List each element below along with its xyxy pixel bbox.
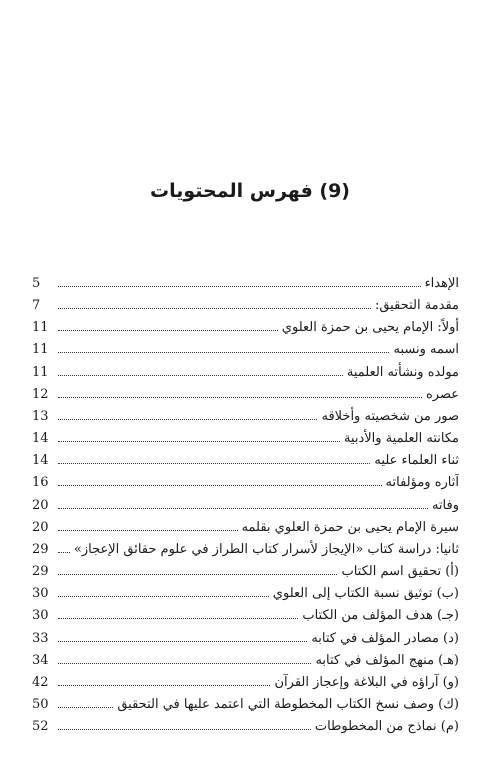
toc-entry xyxy=(32,539,459,561)
toc-dot-leader xyxy=(58,441,340,442)
toc-entry-title: الإهداء xyxy=(424,276,459,291)
toc-dot-leader xyxy=(58,419,317,420)
toc-entry xyxy=(32,428,459,450)
toc-entry xyxy=(32,583,459,605)
toc-entry-title: آثاره ومؤلفاته xyxy=(385,475,459,491)
toc-entry-page: 34 xyxy=(32,652,49,668)
toc-entry xyxy=(32,450,459,472)
toc-entry-page: 13 xyxy=(32,408,49,424)
toc-entry-title: (م) نماذج من المخطوطات xyxy=(314,719,459,735)
toc-entry-title: اسمه ونسبه xyxy=(393,342,459,358)
toc-dot-leader xyxy=(58,574,337,575)
toc-entry xyxy=(32,495,459,517)
toc-entry-page: 7 xyxy=(32,298,41,314)
toc-dot-leader xyxy=(58,463,370,464)
toc-dot-leader xyxy=(58,663,311,664)
page-title: (9) فهرس المحتويات xyxy=(150,180,350,202)
toc-entry-page: 29 xyxy=(32,541,49,557)
toc-entry xyxy=(32,672,459,694)
toc-entry-title: مقدمة التحقيق: xyxy=(374,298,459,314)
toc-entry-title: سيرة الإمام يحيى بن حمزة العلوي بقلمه xyxy=(241,519,459,535)
toc-entry-page: 11 xyxy=(32,320,49,336)
toc-entry-page: 20 xyxy=(32,519,49,535)
toc-dot-leader xyxy=(58,618,298,619)
toc-entry-page: 52 xyxy=(32,719,49,735)
toc-entry xyxy=(32,339,459,361)
toc-entry-title: (هـ) منهج المؤلف في كتابه xyxy=(315,652,459,668)
toc-entry xyxy=(32,472,459,494)
toc-entry-title: ثناء العلماء عليه xyxy=(374,453,459,469)
toc-dot-leader xyxy=(58,352,389,353)
toc-dot-leader xyxy=(58,286,421,287)
toc-dot-leader xyxy=(58,485,382,486)
toc-entry xyxy=(32,561,459,583)
toc-entry-page: 30 xyxy=(32,586,49,602)
toc-entry xyxy=(32,295,459,317)
toc-dot-leader xyxy=(58,397,422,398)
toc-entry xyxy=(32,317,459,339)
toc-entry-page: 11 xyxy=(32,342,49,358)
toc-entry-page: 16 xyxy=(32,475,49,491)
toc-entry-page: 29 xyxy=(32,564,49,580)
toc-entry-page: 33 xyxy=(32,630,49,646)
toc-dot-leader xyxy=(58,729,311,730)
toc-entry-title: ثانيا: دراسة كتاب «الإيجاز لأسرار كتاب الطراز في علوم حقائق الإعجاز» xyxy=(73,541,459,557)
toc-dot-leader xyxy=(58,530,238,531)
toc-dot-leader xyxy=(58,685,270,686)
toc-dot-leader xyxy=(58,330,278,331)
toc-entry-page: 50 xyxy=(32,696,49,712)
toc-dot-leader xyxy=(58,641,307,642)
toc-entry-title: وفاته xyxy=(431,497,459,513)
toc-entry xyxy=(32,273,459,295)
toc-entry xyxy=(32,384,459,406)
toc-entry-title: (ب) توثيق نسبة الكتاب إلى العلوي xyxy=(272,586,459,602)
toc-entry-title: (ك) وصف نسخ الكتاب المخطوطة التي اعتمد عليها في التحقيق xyxy=(117,696,459,712)
table-of-contents xyxy=(32,273,459,738)
toc-dot-leader xyxy=(58,508,428,509)
toc-entry-page: 14 xyxy=(32,453,49,469)
toc-entry-title: مكانته العلمية والأدبية xyxy=(343,431,459,447)
toc-entry xyxy=(32,406,459,428)
toc-entry-page: 20 xyxy=(32,497,49,513)
toc-entry-title: أولاً: الإمام يحيى بن حمزة العلوي xyxy=(281,320,459,336)
toc-entry-page: 14 xyxy=(32,431,49,447)
toc-dot-leader xyxy=(58,552,70,553)
toc-entry xyxy=(32,716,459,738)
toc-dot-leader xyxy=(58,707,113,708)
toc-entry-page: 12 xyxy=(32,386,49,402)
toc-entry-page: 11 xyxy=(32,364,49,380)
toc-dot-leader xyxy=(58,375,343,376)
toc-dot-leader xyxy=(58,596,269,597)
toc-entry xyxy=(32,650,459,672)
toc-entry xyxy=(32,628,459,650)
toc-entry xyxy=(32,605,459,627)
toc-entry xyxy=(32,517,459,539)
toc-entry-page: 5 xyxy=(32,276,41,291)
toc-entry-title: (جـ) هدف المؤلف من الكتاب xyxy=(302,608,459,624)
toc-entry xyxy=(32,694,459,716)
toc-entry-title: (أ) تحقيق اسم الكتاب xyxy=(341,564,459,580)
toc-entry-title: مولده ونشأته العلمية xyxy=(346,364,459,380)
toc-entry-title: (و) آراؤه في البلاغة وإعجاز القرآن xyxy=(274,674,459,690)
toc-entry-page: 42 xyxy=(32,674,49,690)
toc-entry xyxy=(32,362,459,384)
toc-entry-title: صور من شخصيته وأخلاقه xyxy=(321,408,459,424)
toc-dot-leader xyxy=(58,308,371,309)
toc-entry-title: (د) مصادر المؤلف في كتابه xyxy=(311,630,459,646)
toc-entry-page: 30 xyxy=(32,608,49,624)
toc-entry-title: عصره xyxy=(425,386,459,402)
